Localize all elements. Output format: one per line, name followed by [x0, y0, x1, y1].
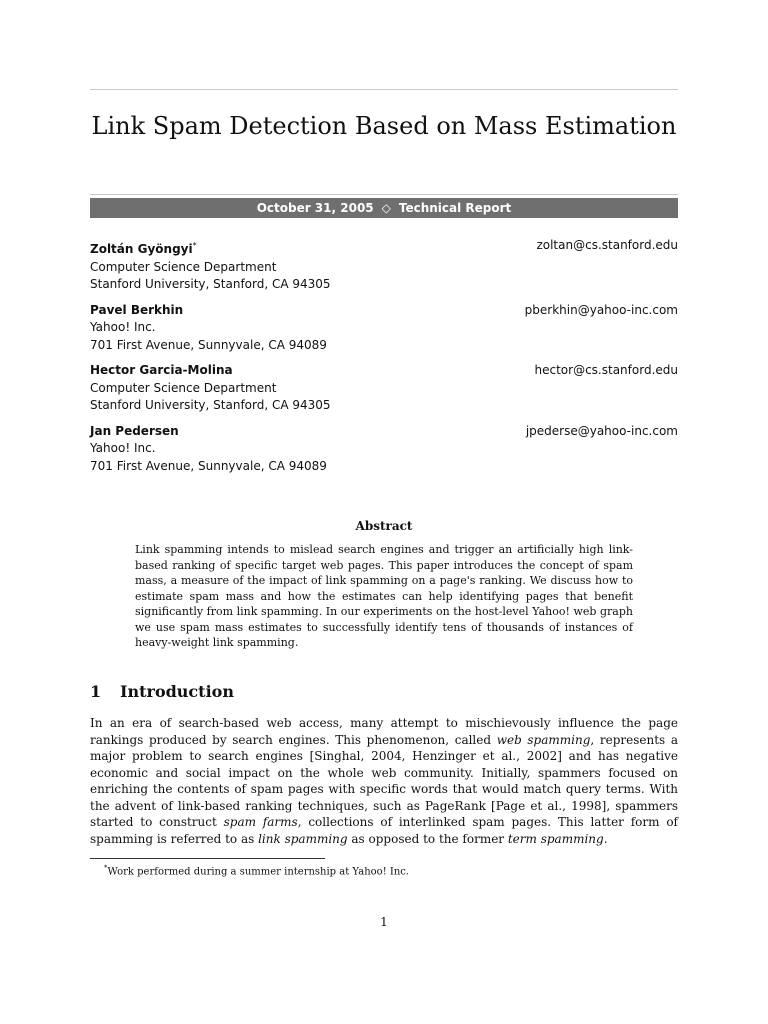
- author-address: 701 First Avenue, Sunnyvale, CA 94089: [90, 458, 327, 473]
- report-type: Technical Report: [398, 201, 512, 215]
- title-rule: [90, 194, 678, 195]
- footnote-text: Work performed during a summer internship at Yahoo! Inc.: [107, 866, 410, 878]
- author-address: Stanford University, Stanford, CA 94305: [90, 398, 331, 412]
- author-list: [90, 237, 678, 483]
- footnote-mark: *: [104, 864, 108, 872]
- footnote-mark: *: [192, 241, 197, 250]
- footnote: [104, 861, 409, 879]
- author-address: Stanford University, Stanford, CA 94305: [90, 277, 331, 291]
- paper-title: Link Spam Detection Based on Mass Estimation: [91, 112, 677, 140]
- section-number: 1: [90, 682, 102, 701]
- top-rule: [90, 89, 678, 90]
- page-number: 1: [380, 915, 388, 929]
- author-email[interactable]: hector@cs.stanford.edu: [534, 363, 678, 377]
- footnote-rule: [90, 858, 325, 859]
- diamond-icon: ◇: [381, 201, 391, 215]
- date-banner: [90, 198, 678, 218]
- abstract-text: Link spamming intends to mislead search engines and trigger an artificially high link-based ranking of specific target web pages. This paper introduces the concept of spam mass, a measure of the impact of link spamming on a page's ranking. We discuss how to estimate spam mass and how the estimates can help identifying pages that benefit significantly from link spamming. In our experiments on the host-level Yahoo! web graph we use spam mass estimates to successfully identify tens of thousands of instances of heavy-weight link spamming.: [135, 543, 633, 649]
- author-email[interactable]: pberkhin@yahoo-inc.com: [524, 302, 678, 317]
- author-affiliation: Computer Science Department: [90, 380, 277, 395]
- author-affiliation: Yahoo! Inc.: [90, 441, 156, 455]
- term-spam-farms: spam farms: [223, 815, 298, 829]
- author-name: Jan Pedersen: [90, 423, 179, 438]
- report-date: October 31, 2005: [256, 201, 374, 215]
- author-block: [90, 423, 678, 476]
- term-term-spamming: term spamming: [507, 831, 604, 846]
- author-block: [90, 362, 678, 415]
- author-affiliation: Yahoo! Inc.: [90, 320, 156, 334]
- author-block: [90, 237, 678, 294]
- abstract-heading: Abstract: [355, 519, 413, 533]
- section-title: Introduction: [120, 682, 234, 701]
- author-name: Hector Garcia-Molina: [90, 363, 233, 377]
- section-heading: [90, 681, 234, 703]
- intro-paragraph: In an era of search-based web access, many attempt to mischievously influence the page rankings produced by search engines. This phenomenon, called web spamming, represents a major problem to search engines [Singhal, 2004, Henzinger et al., 2002] and has negative economic and social impact on the whole web community. Initially, spammers focused on enriching the contents of spam pages with specific words that would match query terms. With the advent of link-based ranking techniques, such as PageRank [Page et al., 1998], spammers started to construct spam farms, collections of interlinked spam pages. This latter form of spamming is referred to as link spamming as opposed to the former term spamming.: [90, 716, 678, 846]
- author-block: [90, 302, 678, 355]
- author-email[interactable]: jpederse@yahoo-inc.com: [525, 423, 678, 438]
- author-name: Pavel Berkhin: [90, 302, 184, 317]
- author-address: 701 First Avenue, Sunnyvale, CA 94089: [90, 337, 327, 352]
- author-affiliation: Computer Science Department: [90, 259, 277, 274]
- author-name: Zoltán Gyöngyi*: [90, 241, 197, 256]
- term-link-spamming: link spamming: [258, 831, 348, 846]
- term-web-spamming: web spamming: [496, 732, 591, 747]
- author-email[interactable]: zoltan@cs.stanford.edu: [536, 238, 678, 252]
